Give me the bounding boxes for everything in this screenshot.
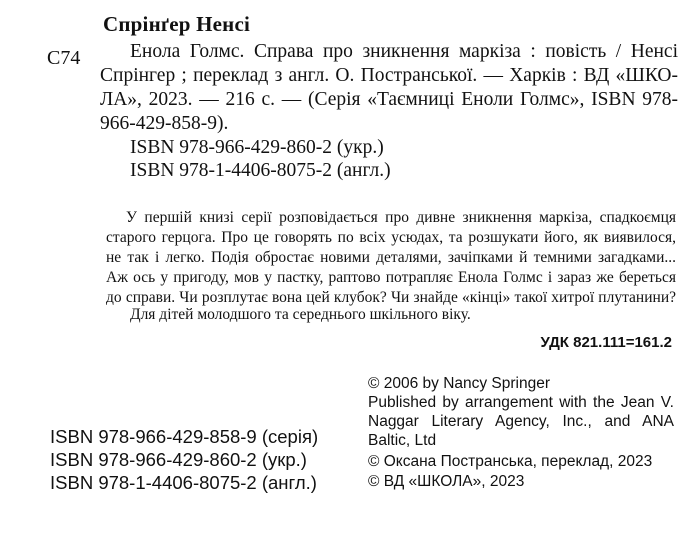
copyright-original: © 2006 by Nancy Springer bbox=[368, 375, 551, 392]
bibliographic-description: Спрінгер ; переклад з англ. О. Постранської. — Харків : ВД «ШКО-ЛА», 2023. — 216 с. — (Серія «Таємниці Еноли Голмс», ISBN 978-966-429-858-9). bbox=[100, 65, 678, 134]
author-sign-code: С74 bbox=[47, 47, 81, 69]
annotation-line: старого герцога. Про це говорять по всіх усюдах, та розшукати його, як виявилося, bbox=[106, 229, 676, 246]
udk-code: УДК 821.111=161.2 bbox=[540, 334, 672, 351]
bibliographic-description-line1: Енола Голмс. Справа про зникнення маркіза : повість / Ненсі bbox=[130, 41, 678, 62]
isbn-ukr: ISBN 978-966-429-860-2 (укр.) bbox=[50, 449, 307, 470]
audience-note: Для дітей молодшого та середнього шкільного віку. bbox=[130, 306, 471, 323]
isbn-series: ISBN 978-966-429-858-9 (серія) bbox=[50, 426, 319, 447]
annotation-line: до справи. Чи розплутає вона цей клубок? Чи знайде «кінці» такої хитрої плутанини? bbox=[106, 289, 676, 306]
author-name: Спрінґер Ненсі bbox=[103, 12, 251, 36]
publication-rights-note: Published by arrangement with the Jean V. Naggar Literary Agency, Inc., and ANA Baltic, Ltd bbox=[368, 394, 674, 449]
copyright-publisher: © ВД «ШКОЛА», 2023 bbox=[368, 473, 525, 490]
annotation-line: не так і легко. Подія обростає новими деталями, зачіпками й темними загадками... bbox=[106, 249, 676, 266]
annotation-line: У першій книзі серії розповідається про дивне зникнення маркіза, спадкоємця bbox=[126, 209, 676, 226]
isbn-eng-top: ISBN 978-1-4406-8075-2 (англ.) bbox=[130, 160, 391, 181]
isbn-ukr-top: ISBN 978-966-429-860-2 (укр.) bbox=[130, 137, 384, 158]
copyright-translation: © Оксана Постранська, переклад, 2023 bbox=[368, 453, 653, 470]
isbn-eng: ISBN 978-1-4406-8075-2 (англ.) bbox=[50, 472, 317, 493]
annotation-line: Аж ось у пригоду, мов у пастку, раптово потрапляє Енола Голмс і зараз же береться bbox=[106, 269, 676, 286]
